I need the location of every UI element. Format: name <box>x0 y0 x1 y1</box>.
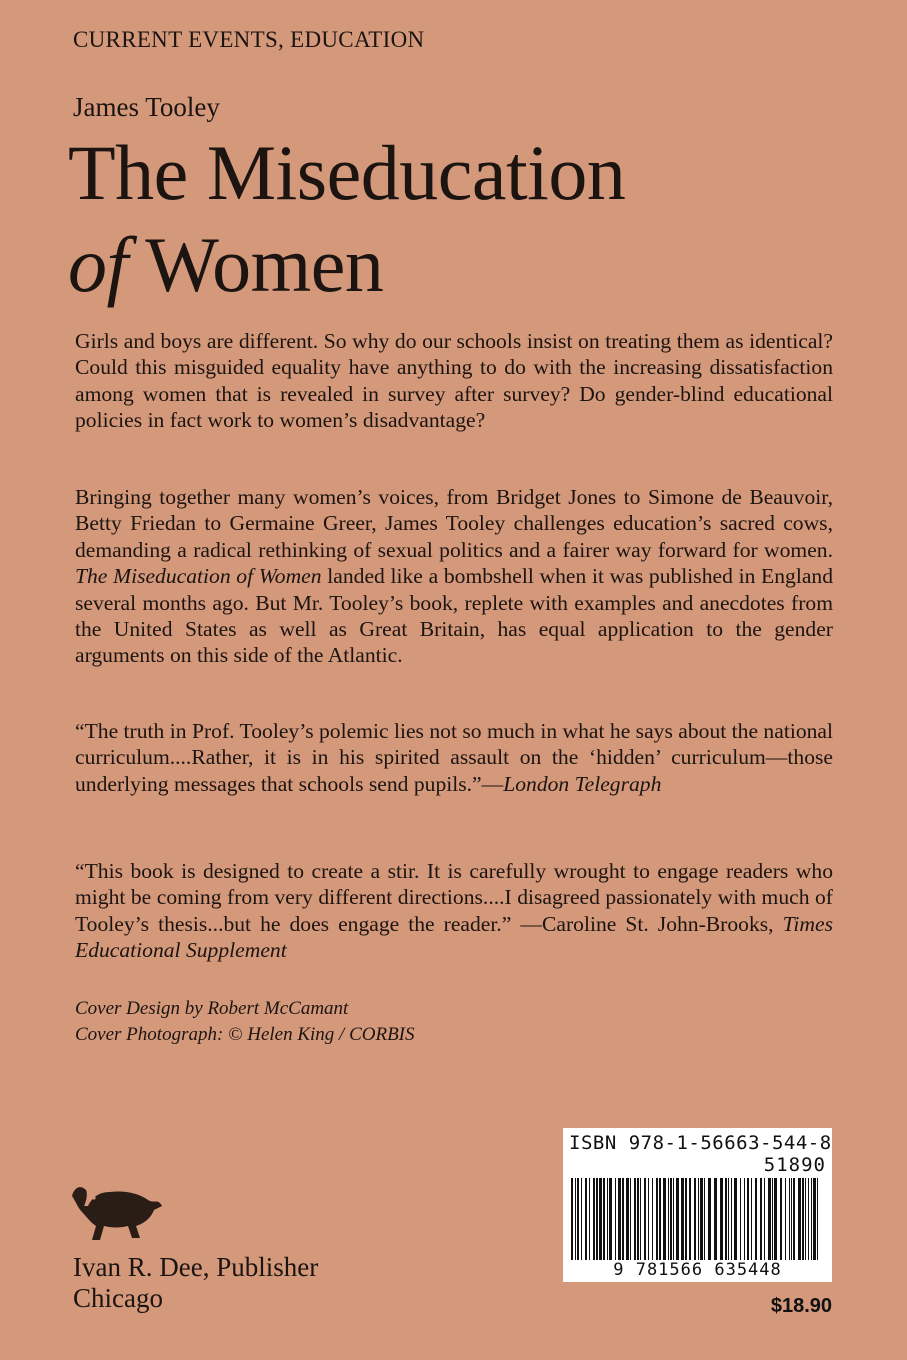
description-paragraph-2 <box>75 484 833 669</box>
cover-photo-credit: Cover Photograph: © Helen King / CORBIS <box>75 1024 415 1045</box>
publisher-block <box>73 1252 318 1314</box>
cover-design-credit: Cover Design by Robert McCamant <box>75 998 349 1019</box>
publisher-city: Chicago <box>73 1283 163 1313</box>
desc-p2-after: landed like a bombshell when it was published in England several months ago. But Mr. Tooley’s book, replete with examples and anecdotes from the United States as well as Great Britain, has equal application to the gender arguments on this side of the Atlantic. <box>75 564 834 668</box>
category-label: CURRENT EVENTS, EDUCATION <box>73 27 425 52</box>
book-title-line1: The Miseducation <box>68 129 626 216</box>
barcode <box>563 1128 832 1282</box>
quote-1-source: London Telegraph <box>503 771 662 796</box>
title-women: Women <box>127 221 384 308</box>
isbn-text: ISBN 978-1-56663-544-8 <box>569 1132 832 1154</box>
price: $18.90 <box>770 1295 832 1317</box>
review-quote-1 <box>75 718 833 797</box>
desc-p2-title: The Miseducation of Women <box>75 564 322 589</box>
publisher-name: Ivan R. Dee, Publisher <box>73 1252 319 1282</box>
cover-credits <box>75 996 415 1048</box>
desc-p2-before: Bringing together many women’s voices, from Bridget Jones to Simone de Beauvoir, Betty Friedan to Germaine Greer, James Tooley challenges education’s sacred cows, demanding a radical rethinking of sexual politics and a fairer way forward for women. <box>75 485 833 562</box>
book-title-line2 <box>68 221 384 308</box>
description-paragraph-1: Girls and boys are different. So why do our schools insist on treating them as identical? Could this misguided equality have anything to do with the increasing dissatisfaction among women that is revealed in survey after survey? Do gender-blind educational policies in fact work to women’s disadvantage? <box>75 329 833 433</box>
elephant-logo-icon <box>70 1176 170 1251</box>
author-name: James Tooley <box>73 92 220 122</box>
barcode-price-code: 51890 <box>763 1154 826 1176</box>
quote-2-text: “This book is designed to create a stir. It is carefully wrought to engage readers who might be coming from very different directions....I disagreed passionately with much of Tooley’s thesis...but he does engage the reader.” —Caroline St. John-Brooks, <box>75 859 833 936</box>
title-of: of <box>68 221 128 308</box>
quote-1-text: “The truth in Prof. Tooley’s polemic lies not so much in what he says about the national curriculum....Rather, it is in his spirited assault on the ‘hidden’ curriculum—those underlying messages that schools send pupils.”— <box>75 719 833 796</box>
barcode-digits: 9 781566 635448 <box>613 1260 782 1280</box>
quote-2-source: Times Educational Supplement <box>75 911 833 963</box>
review-quote-2 <box>75 858 833 964</box>
barcode-bars <box>569 1178 826 1260</box>
